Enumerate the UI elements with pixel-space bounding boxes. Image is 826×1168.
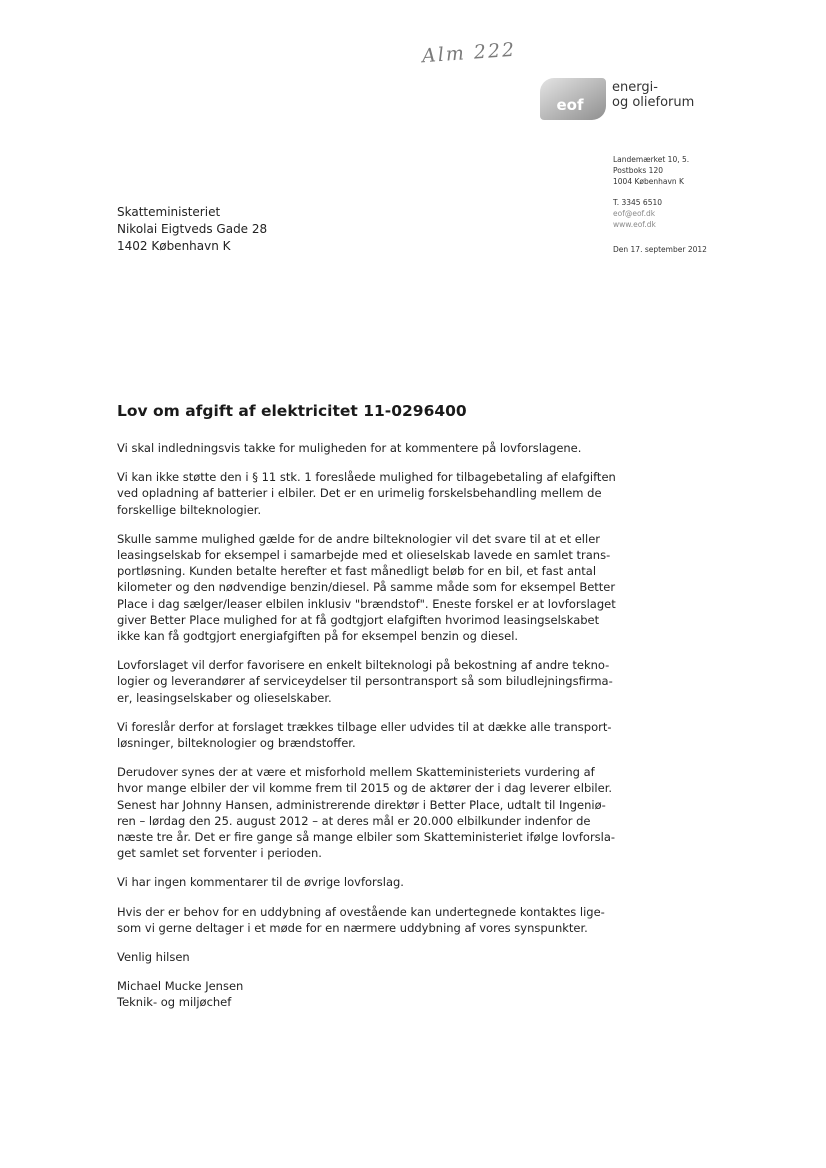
sender-address-line: 1004 København K xyxy=(613,177,684,186)
recipient-line: 1402 København K xyxy=(117,239,231,253)
signature-block xyxy=(117,978,627,1010)
sender-web: www.eof.dk xyxy=(613,220,656,229)
handwritten-note: Alm 222 xyxy=(421,38,517,68)
body-paragraph: Vi kan ikke støtte den i § 11 stk. 1 foreslåede mulighed for tilbagebetaling af elafgiften ved opladning af batterier i elbiler. Det er en urimelig forskelsbehandling mellem de forskellige bilteknologier. xyxy=(117,470,616,517)
body-paragraph: Hvis der er behov for en uddybning af ovestående kan undertegnede kontaktes lige- som vi gerne deltager i et møde for en nærmere uddybning af vores synspunkter. xyxy=(117,904,605,935)
body-paragraph: Derudover synes der at være et misforhold mellem Skatteministeriets vurdering af hvor mange elbiler der vil komme frem til 2015 og de aktører der i dag leverer elbiler. Senest har Johnny Hansen, administrerende direktør i Better Place, udtalt til Ingeniø- ren – lørdag den 25. august 2012 – at deres mål er 20.000 elbilkunder indenfor de næste tre år. Det er fire gange så mange elbiler som Skatteministeriet ifølge lovforsla- get samlet set forventer i perioden. xyxy=(117,765,616,861)
logo-name-line1: energi- xyxy=(612,80,658,95)
recipient-block xyxy=(117,204,267,255)
logo-wordmark xyxy=(612,80,694,110)
svg-text:eof: eof xyxy=(556,96,584,114)
sender-phone: T. 3345 6510 xyxy=(613,198,663,207)
eof-logo-mark xyxy=(540,76,606,120)
sender-block xyxy=(613,154,689,230)
sender-email: eof@eof.dk xyxy=(613,209,656,218)
body-paragraph: Lovforslaget vil derfor favorisere en enkelt bilteknologi på bekostning af andre tekno- logier og leverandører af serviceydelser til persontransport så som biludlejningsfirma- er, leasingselskaber og olieselskaber. xyxy=(117,658,613,705)
letter-title: Lov om afgift af elektricitet 11-0296400 xyxy=(117,402,467,420)
recipient-line: Nikolai Eigtveds Gade 28 xyxy=(117,222,268,236)
body-paragraph: Vi skal indledningsvis takke for muligheden for at kommentere på lovforslagene. xyxy=(117,441,582,455)
sender-address-line: Postboks 120 xyxy=(613,166,663,175)
closing-salutation: Venlig hilsen xyxy=(117,950,190,965)
signatory-name: Michael Mucke Jensen xyxy=(117,979,244,994)
body-paragraph: Vi foreslår derfor at forslaget trækkes tilbage eller udvides til at dække alle transport- løsninger, bilteknologier og brændstoffer. xyxy=(117,719,612,751)
signatory-role: Teknik- og miljøchef xyxy=(117,995,232,1010)
body-paragraph: Vi har ingen kommentarer til de øvrige lovforslag. xyxy=(117,875,404,890)
recipient-line: Skatteministeriet xyxy=(117,205,221,219)
body-paragraph: Skulle samme mulighed gælde for de andre bilteknologier vil det svare til at et eller leasingselskab for eksempel i samarbejde med et olieselskab lavede en samlet trans- portløsning. Kunden betalte herefter et fast månedligt beløb for en bil, et fast antal kilometer og den nødvendige benzin/diesel. På samme måde som for eksempel Better Place i dag sælger/leaser elbilen inklusiv "brændstof". Eneste forskel er at lovforslaget giver Better Place mulighed for at få godtgjort elafgiften hvorimod leasingselskabet ikke kan få godtgjort energiafgiften på for eksempel benzin og diesel. xyxy=(117,531,616,644)
sender-address-line: Landemærket 10, 5. xyxy=(613,155,690,164)
logo-name-line2: og olieforum xyxy=(612,95,695,110)
letter-body xyxy=(117,440,627,1011)
letter-date: Den 17. september 2012 xyxy=(613,245,707,254)
